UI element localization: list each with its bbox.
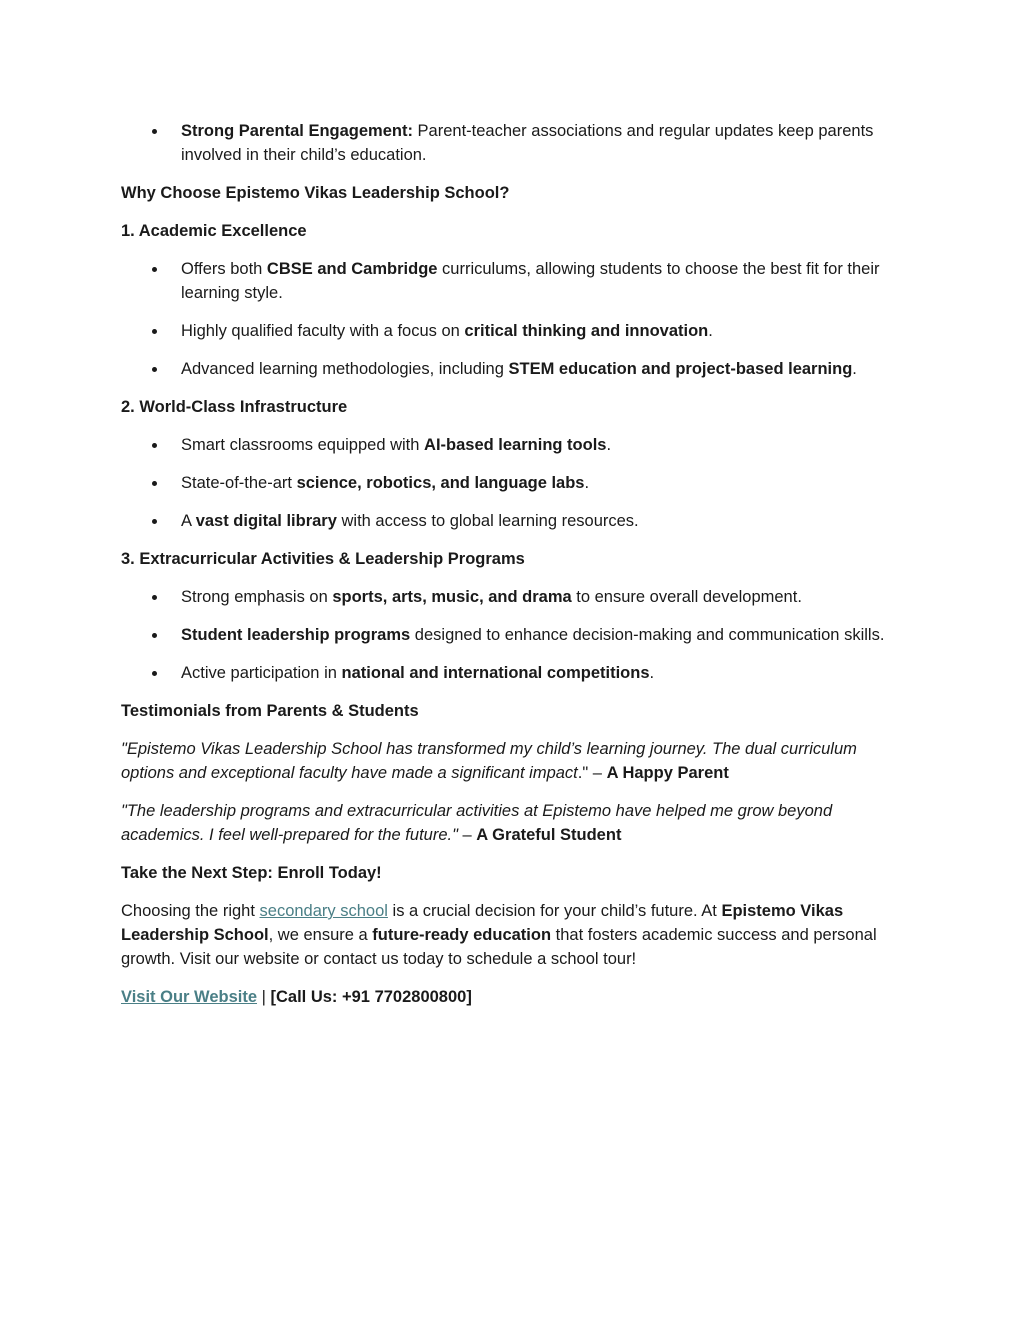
item-bold: AI-based learning tools xyxy=(424,436,607,454)
item-bold: CBSE and Cambridge xyxy=(266,260,438,278)
item-pre: Strong emphasis on xyxy=(181,588,333,606)
item-post: to ensure overall development. xyxy=(571,588,802,606)
item-bold: STEM education and project-based learning xyxy=(508,360,853,378)
intro-list xyxy=(121,119,911,167)
visit-website-link[interactable]: Visit Our Website xyxy=(121,988,258,1006)
testimonial-student xyxy=(121,799,911,847)
bullet-icon xyxy=(152,329,157,334)
list-item xyxy=(121,509,911,533)
cta-text-2: is a crucial decision for your child’s future. At xyxy=(387,902,722,920)
item-bold: sports, arts, music, and drama xyxy=(332,588,572,606)
item-pre: Advanced learning methodologies, including xyxy=(181,360,509,378)
item-pre: State-of-the-art xyxy=(181,474,297,492)
section3-list xyxy=(121,585,911,685)
item-pre: Highly qualified faculty with a focus on xyxy=(181,322,465,340)
list-item xyxy=(121,471,911,495)
list-item xyxy=(121,119,911,167)
item-post: . xyxy=(584,474,590,492)
item-bold: national and international competitions xyxy=(341,664,650,682)
list-item xyxy=(121,319,911,343)
bullet-icon xyxy=(152,367,157,372)
item-text: Parent-teacher associations and regular updates keep parents involved in their child’s education. xyxy=(181,122,874,164)
why-heading: Why Choose Epistemo Vikas Leadership School? xyxy=(121,184,510,202)
section1-heading: 1. Academic Excellence xyxy=(121,222,307,240)
cta-text-3: , we ensure a xyxy=(268,926,373,944)
school-name: Epistemo Vikas Leadership School xyxy=(121,902,844,944)
quote-tail: – xyxy=(457,826,477,844)
item-bold: vast digital library xyxy=(195,512,337,530)
item-pre: Offers both xyxy=(181,260,267,278)
section2-heading: 2. World-Class Infrastructure xyxy=(121,398,348,416)
cta-paragraph xyxy=(121,899,911,971)
bullet-icon xyxy=(152,519,157,524)
item-post: . xyxy=(708,322,713,340)
item-post: . xyxy=(852,360,857,378)
list-item xyxy=(121,585,911,609)
item-pre: Active participation in xyxy=(181,664,342,682)
section2-list xyxy=(121,433,911,533)
bullet-icon xyxy=(152,129,157,134)
separator: | xyxy=(257,988,271,1006)
call-us-text: [Call Us: +91 7702800800] xyxy=(270,988,472,1006)
quote-author: A Grateful Student xyxy=(476,826,622,844)
bullet-icon xyxy=(152,671,157,676)
testimonials-heading: Testimonials from Parents & Students xyxy=(121,702,419,720)
list-item xyxy=(121,433,911,457)
quote-text: "The leadership programs and extracurricular activities at Epistemo have helped me grow beyond academics. I feel well-prepared for the future." xyxy=(121,802,833,844)
quote-text: "Epistemo Vikas Leadership School has transformed my child’s learning journey. The dual curriculum options and exceptional faculty have made a significant impact xyxy=(121,740,857,782)
item-bold: Student leadership programs xyxy=(181,626,411,644)
bullet-icon xyxy=(152,633,157,638)
quote-tail: ." – xyxy=(577,764,607,782)
cta-text-4: that fosters academic success and personal growth. Visit our website or contact us today to schedule a school tour! xyxy=(121,926,877,968)
item-post: . xyxy=(649,664,655,682)
item-pre: A xyxy=(181,512,196,530)
list-item xyxy=(121,257,911,305)
item-post: curriculums, allowing students to choose the best fit for their learning style. xyxy=(181,260,880,302)
item-bold: Strong Parental Engagement: xyxy=(181,122,413,140)
testimonial-parent xyxy=(121,737,911,785)
bullet-icon xyxy=(152,443,157,448)
future-ready-text: future-ready education xyxy=(372,926,552,944)
item-post: with access to global learning resources. xyxy=(336,512,639,530)
list-item xyxy=(121,623,911,647)
section3-heading: 3. Extracurricular Activities & Leadership Programs xyxy=(121,550,525,568)
item-pre: Smart classrooms equipped with xyxy=(181,436,425,454)
list-item xyxy=(121,357,911,381)
cta-text-1: Choosing the right xyxy=(121,902,260,920)
bullet-icon xyxy=(152,267,157,272)
section1-list xyxy=(121,257,911,381)
secondary-school-link[interactable]: secondary school xyxy=(259,902,388,920)
cta-heading: Take the Next Step: Enroll Today! xyxy=(121,864,382,882)
bullet-icon xyxy=(152,481,157,486)
document-page xyxy=(121,119,911,1023)
footer-line xyxy=(121,985,911,1009)
bullet-icon xyxy=(152,595,157,600)
list-item xyxy=(121,661,911,685)
item-post: . xyxy=(606,436,612,454)
quote-author: A Happy Parent xyxy=(606,764,729,782)
item-post: designed to enhance decision-making and communication skills. xyxy=(410,626,885,644)
item-bold: critical thinking and innovation xyxy=(464,322,709,340)
item-bold: science, robotics, and language labs xyxy=(296,474,585,492)
